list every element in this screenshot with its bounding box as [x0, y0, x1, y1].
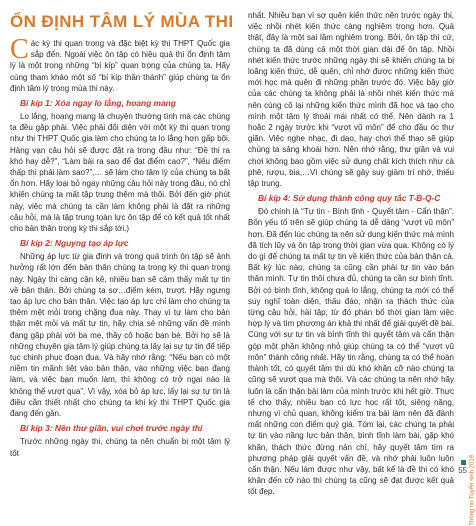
heading-tip-1: Bí kíp 1: Xóa ngay lo lắng, hoang mang	[20, 98, 176, 109]
heading-tip-2: Bí kíp 2: Nguyng tạo áp lực	[20, 238, 129, 249]
drop-cap: C	[10, 34, 29, 65]
paragraph-tip-3-cont: nhất. Nhiều bạn vì sợ quên kiến thức nên trước ngày thi, việc nhồi nhét kiến thức càng nghiêm trọng hơn. Quả thật, đây là một sai lầm nghiêm trọng. Bởi, ôn tập thì cứ, chúng ta đã dùng cả một thời gian dài để ôn tập. Nhồi nhét kiến thức trước những ngày thi sẽ khiến chúng ta bị loãng kiến thức, dễ quên, chỉ nhớ được những kiến thức mới học mà quên đi những phần trước đó. Việc bây giờ của các chúng ta không phải là nhồi nhét kiến thức mà nên cùng cố lại những kiến thức mình đã học và tạo cho mình một tâm lý thoải mái nhất có thể. Nên dành ra 1 hoặc 2 ngày trước khi “vượt vũ môn” để cho đầu óc thư giãn. Việc nghe nhạc, đi dạo, hay chơi thể thao sẽ giúp chúng ta sảng khoái hơn. Nên nhớ rằng, thư giãn và vui chơi không bao gồm việc sử dụng chất kích thích như cà phê, rượu, bia,…Vì chúng sẽ gây suy giảm trí nhớ, thiếu tập trung.	[248, 11, 454, 189]
paragraph-tip-3: Trước những ngày thi, chúng ta nên chuẩn bị một tâm lý tốt	[10, 437, 230, 458]
magazine-sidebar-label: Thông tin Tuyển sinh 2019	[470, 455, 476, 526]
article-title: ỔN ĐỊNH TÂM LÝ MÙA THI	[10, 12, 234, 31]
lead-text: ác kỳ thi quan trọng và đặc biệt kỳ thi THPT Quốc gia sắp đến. Ngoài việc ôn tập có hiệu quả thì ổn định tâm lý là một trong những “bí kíp” quan trọng của chúng ta. Hãy cùng tham khảo một số “bí kíp thần thánh” giúp chúng ta ổn định tâm lý trong mùa thi này.	[10, 39, 230, 93]
heading-tip-4: Bí kíp 4: Sử dụng thành công quy tắc T-B-Q-C	[258, 193, 441, 204]
left-column	[10, 0, 234, 459]
paragraph-tip-4: Đó chính là “Tự tin - Bình tĩnh - Quyết tâm - Cẩn thận”. Bốn yếu tố trên sẽ giúp chúng ta dễ dàng “vượt vũ môn” hơn. Đã đến lúc chúng ta nên sử dụng kiến thức mà mình đã tích lũy và ôn tập trong thời gian vừa qua. Không có lý do gì để chúng ta mất tự tin về kiến thức của bản thân cả. Bất kỳ lúc nào, chúng ta cũng cần phải tự tin vào bản thân mình. Tự tin thôi chưa đủ, chúng ta cần sự bình tĩnh. Bởi có bình tĩnh, không quá lo lắng, chúng ta mới có thể suy nghĩ toàn diện, thấu đáo, nhận ra thách thức của từng câu hỏi, hài tập; từ đó phán bổ thời gian làm việc hợp lý và tìm phương án khả thi nhất để giải quyết đề bài. Cùng với sự tự tin và bình tĩnh thì quyết tâm và cẩn thận góp một phần không nhỏ giúp chúng ta có thể “vượt vũ môn” thành công nhất. Hãy tin rằng, chúng ta có thể hoàn thành tốt, có quyết tâm thì dù khó khăn cỡ nào chúng ta cũng sẽ vượt qua mà thôi. Và các chúng ta nên nhớ hãy luôn là cẩn thận bài làm của mình trước khi hết giờ. Thực tế cho thấy, nhiều bạn có lực học rất tốt, siêng năng, nhưng vì chủ quan, không kiểm tra bài làm nên đã đánh mất những con điểm quý giá. Tóm lại, các chúng ta phải tự tin vào năng lực bản thân, bình tĩnh làm bài, gặp khó khăn, thách thức đừng nản chí, hãy quyết tâm tìm ra phương pháp giải quyết vấn đề, và nhớ phải luôn luôn cẩn thận. Nếu làm được như vậy, bất kể là đề thi có khó khăn đến cỡ nào thì chúng ta cũng sẽ đạt được kết quả tốt đẹp.	[248, 207, 454, 497]
page-number: 55	[458, 466, 467, 475]
right-column	[248, 10, 454, 498]
lead-paragraph	[10, 34, 230, 94]
heading-tip-3: Bí kíp 3: Nên thư giãn, vui chơi trước ngày thi	[20, 423, 203, 434]
sidebar-marker	[461, 460, 466, 465]
paragraph-tip-1: Lo lắng, hoang mang là chuyện thường tình mà các chúng ta đều gặp phải. Việc phải đối diện với một kỳ thi quan trọng như thi THPT Quốc gia làm cho chúng ta lo lắng hơn gấp bội. Hàng vạn câu hỏi sẽ được đặt ra trong đầu như: “Đề thi ra khó hay dễ?”, “Làm bài ra sao để đạt điểm cao?”, “Nếu điểm thấp thì phải làm sao?”,… sẽ làm cho tâm lý của chúng ta bất ổn hơn. Hãy loại bỏ ngay những câu hỏi này trong đầu, nó chỉ khiến chúng ta mất tập trung thêm mà thôi. Bởi đến giờ phút này, việc mà chúng ta cần làm không phải là đặt ra những câu hỏi, mà là tập trung toàn lực ôn tập để có kết quả tốt nhất cho bản thân trong kỳ thi sắp tới.)	[10, 112, 230, 234]
paragraph-tip-2: Những áp lực từ gia đình và trong quá trình ôn tập sẽ ảnh hưởng rất lớn đến bản thân chúng ta trong kỳ thi quan trọng này. Ngày thi càng cận kề, nhiều bạn sẽ cảm thấy mất tự tin về bản thân. Bởi chúng ta sợ…điểm kém, trượt. Hãy ngưng tạo áp lực cho bản thân. Việc tạo áp lực chỉ làm cho chúng ta thêm mệt mỏi trong chặng đua này. Thay vì tự làm cho bản thân mệt mỏi và mất tự tin, hãy chia sẻ những vấn đề mình đang gặp phải với ba mẹ, thầy cô hoặc bạn bè. Bởi họ sẽ là những chuyên gia tâm lý giúp chúng ta lấy lại sự tự tin để tiếp tục chinh phục đoạn đua. Và hãy nhớ rằng: “Nếu bạn có một niềm tin mãnh liệt vào bản thân, vào những việc bạn đang làm, và việc bạn muốn làm, thì không có trở ngại nào là không thể vượt qua”. Vì vậy, xóa bỏ áp lực, lấy lại sự tự tin là điều cần thiết nhất cho chúng ta khi kỳ thi THPT Quốc gia đang đến gần.	[10, 252, 230, 419]
